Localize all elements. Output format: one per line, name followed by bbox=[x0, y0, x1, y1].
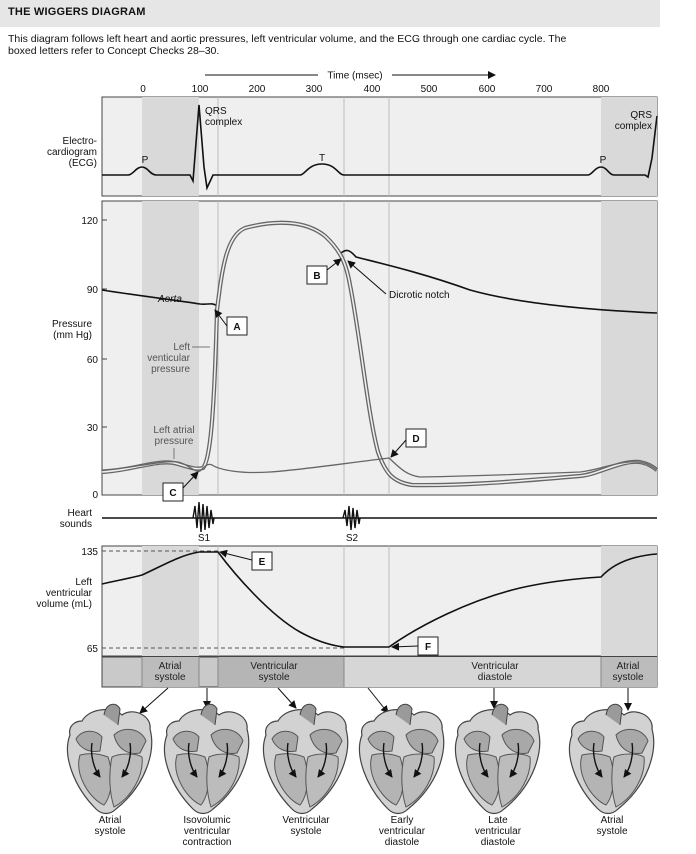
heart-icon bbox=[165, 704, 249, 813]
phase-atrial-systole: Atrial bbox=[158, 661, 182, 672]
aorta-label: Aorta bbox=[158, 294, 182, 305]
qrs-label: complex bbox=[614, 121, 652, 132]
t-wave-label: T bbox=[318, 153, 326, 164]
pressure-axis-label: Pressure bbox=[51, 319, 92, 330]
volume-panel bbox=[102, 546, 657, 656]
s2-label: S2 bbox=[345, 533, 359, 544]
heart-label: Atrial bbox=[98, 815, 122, 826]
phase-ventricular-diastole: Ventricular bbox=[471, 661, 519, 672]
heart-sounds-track bbox=[102, 502, 657, 544]
heart-icon bbox=[360, 704, 444, 813]
lv-pressure-label: Left bbox=[173, 342, 190, 353]
time-tick: 700 bbox=[535, 84, 553, 95]
pressure-tick: 120 bbox=[81, 216, 98, 227]
s1-label: S1 bbox=[197, 533, 211, 544]
pressure-panel bbox=[102, 201, 657, 501]
volume-axis-label: volume (mL) bbox=[36, 599, 92, 610]
time-tick: 100 bbox=[191, 84, 209, 95]
heart-label: systole bbox=[290, 826, 322, 837]
box-d-label: D bbox=[412, 434, 420, 445]
time-tick: 400 bbox=[363, 84, 381, 95]
heart-label: Isovolumic bbox=[183, 815, 231, 826]
time-tick: 500 bbox=[420, 84, 438, 95]
heart-icon bbox=[68, 704, 152, 813]
phase-atrial-systole: Atrial bbox=[616, 661, 640, 672]
heart-icon bbox=[570, 704, 654, 813]
lv-pressure-label: venticular bbox=[147, 353, 190, 364]
heart-icon bbox=[456, 704, 540, 813]
phase-atrial-systole: systole bbox=[154, 672, 186, 683]
heart-label: systole bbox=[596, 826, 628, 837]
time-tick: 300 bbox=[305, 84, 323, 95]
time-axis-label: Time (msec) bbox=[327, 70, 383, 82]
qrs-label: QRS bbox=[205, 106, 227, 117]
heart-label: diastole bbox=[384, 837, 420, 848]
qrs-label: QRS bbox=[630, 110, 652, 121]
phase-bar bbox=[102, 657, 657, 687]
heart-label: Late bbox=[488, 815, 508, 826]
volume-tick: 65 bbox=[86, 644, 98, 655]
box-e-label: E bbox=[258, 557, 266, 568]
heart-label: ventricular bbox=[183, 826, 231, 837]
heart-label: contraction bbox=[182, 837, 232, 848]
p-wave-label: P bbox=[141, 155, 149, 166]
heart-label: Atrial bbox=[600, 815, 624, 826]
s2-sound bbox=[343, 506, 360, 530]
la-pressure-label: Left atrial bbox=[153, 425, 195, 436]
p-wave-label: P bbox=[599, 155, 607, 166]
heart-label: diastole bbox=[480, 837, 516, 848]
description: This diagram follows left heart and aortic pressures, left ventricular volume, and the ECG through one cardiac cycle. The boxed letters refer to Concept Checks 28–30. bbox=[8, 33, 567, 57]
box-a-label: A bbox=[233, 322, 241, 333]
ecg-label: Electro- bbox=[62, 136, 97, 147]
dicrotic-notch-label: Dicrotic notch bbox=[389, 290, 450, 301]
heart-sounds-label: sounds bbox=[59, 519, 92, 530]
heart-label: ventricular bbox=[474, 826, 522, 837]
la-pressure-label: pressure bbox=[154, 436, 194, 447]
box-b-label: B bbox=[313, 271, 321, 282]
pressure-tick: 0 bbox=[92, 490, 98, 501]
phase-ventricular-diastole: diastole bbox=[477, 672, 513, 683]
heart-label: ventricular bbox=[378, 826, 426, 837]
volume-tick: 135 bbox=[81, 547, 98, 558]
ecg-label: cardiogram bbox=[46, 147, 97, 158]
volume-axis-label: Left bbox=[75, 577, 92, 588]
phase-atrial-systole: systole bbox=[612, 672, 644, 683]
qrs-label: complex bbox=[205, 117, 243, 128]
time-tick: 800 bbox=[592, 84, 610, 95]
ecg-panel bbox=[102, 97, 657, 196]
ecg-label: (ECG) bbox=[68, 158, 97, 169]
time-tick: 600 bbox=[478, 84, 496, 95]
heart-sounds-label: Heart bbox=[67, 508, 92, 519]
heart-label: Early bbox=[390, 815, 414, 826]
box-f-label: F bbox=[424, 642, 432, 653]
volume-axis-label: ventricular bbox=[45, 588, 92, 599]
box-c-label: C bbox=[169, 488, 177, 499]
pressure-tick: 90 bbox=[86, 285, 98, 296]
heart-illustrations bbox=[68, 704, 654, 848]
time-tick: 0 bbox=[140, 84, 146, 95]
s1-sound bbox=[193, 502, 214, 532]
heart-label: systole bbox=[94, 826, 126, 837]
phase-ventricular-systole: systole bbox=[258, 672, 290, 683]
time-tick: 200 bbox=[248, 84, 266, 95]
page-title: THE WIGGERS DIAGRAM bbox=[8, 6, 146, 18]
heart-icon bbox=[264, 704, 348, 813]
pressure-tick: 30 bbox=[86, 423, 98, 434]
heart-label: Ventricular bbox=[282, 815, 330, 826]
lv-pressure-label: pressure bbox=[151, 364, 190, 375]
pressure-axis-label: (mm Hg) bbox=[53, 330, 92, 341]
pressure-tick: 60 bbox=[86, 355, 98, 366]
phase-ventricular-systole: Ventricular bbox=[250, 661, 298, 672]
